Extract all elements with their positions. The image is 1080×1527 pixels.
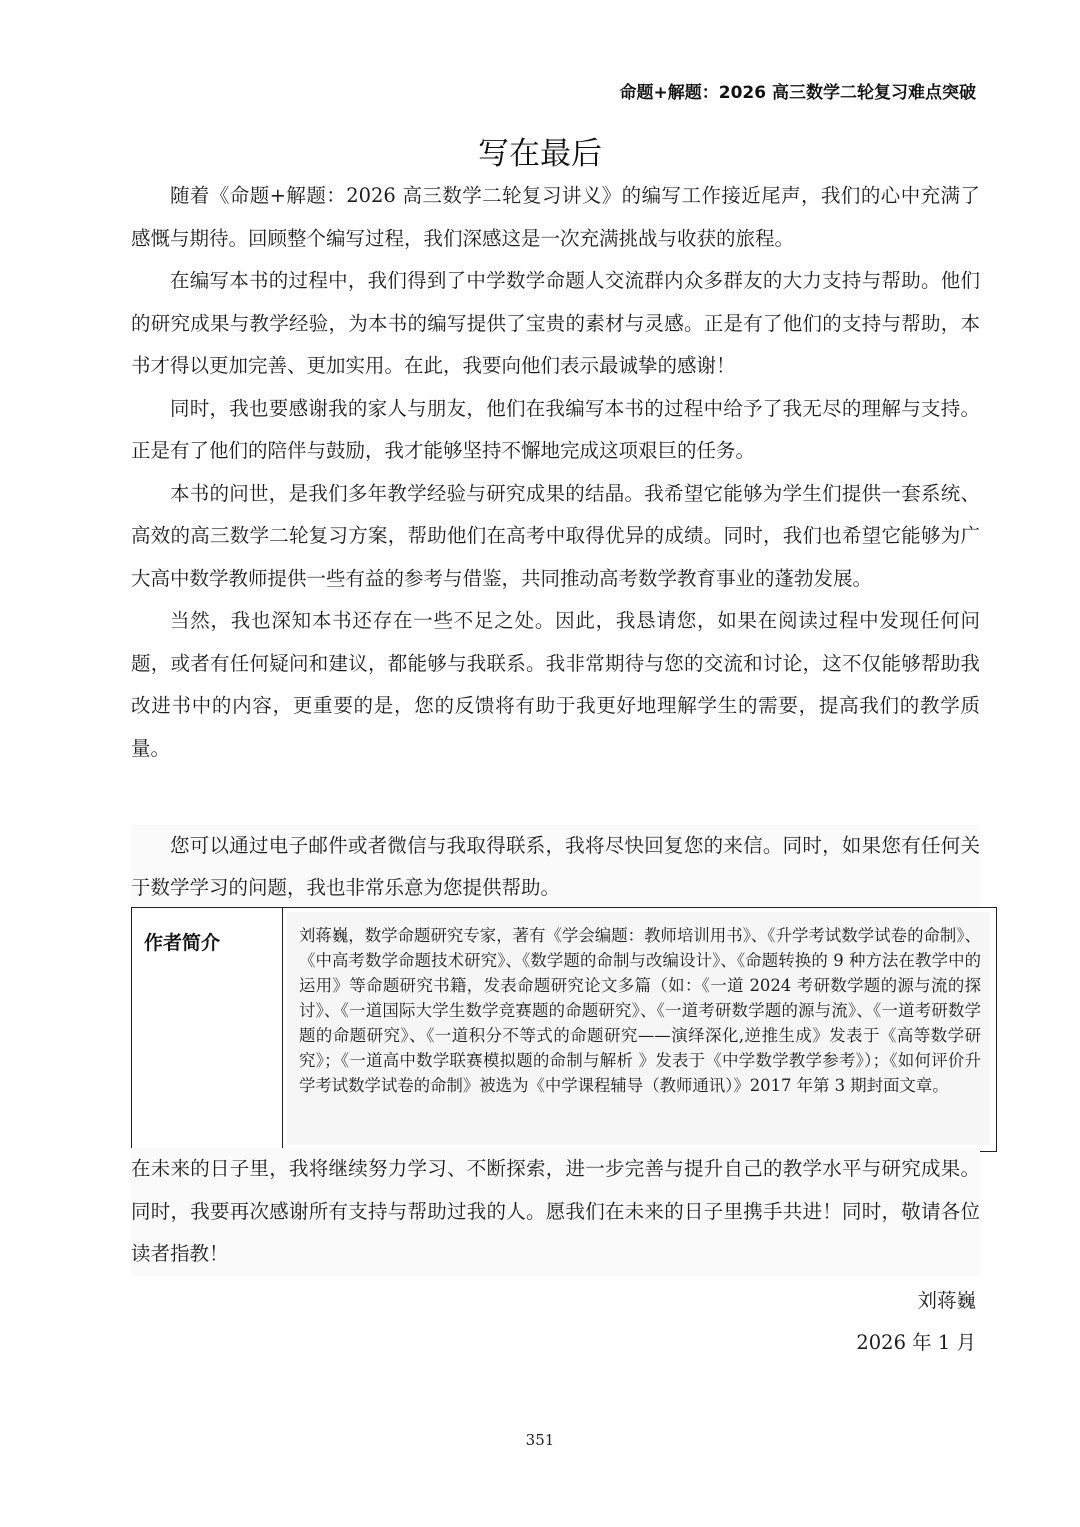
- signature-date: 2026 年 1 月: [856, 1331, 976, 1354]
- page-number: 351: [525, 1431, 555, 1449]
- paragraph-4: 本书的问世，是我们多年教学经验与研究成果的结晶。我希望它能够为学生们提供一套系统、高效的高三数学二轮复习方案，帮助他们在高考中取得优异的成绩。同时，我们也希望它能够为广大高中数学教师提供一些有益的参考与借鉴，共同推动高考数学教育事业的蓬勃发展。: [131, 481, 980, 590]
- author-intro-label: 作者简介: [132, 908, 283, 1151]
- closing-paragraph: 在未来的日子里，我将继续努力学习、不断探索，进一步完善与提升自己的教学水平与研究成果。同时，我要再次感谢所有支持与帮助过我的人。愿我们在未来的日子里携手共进！同时，敬请各位读者指教！: [131, 1157, 980, 1265]
- paragraph-5: 当然，我也深知本书还存在一些不足之处。因此，我恳请您，如果在阅读过程中发现任何问题，或者有任何疑问和建议，都能够与我联系。我非常期待与您的交流和讨论，这不仅能够帮助我改进书中的内容，更重要的是，您的反馈将有助于我更好地理解学生的需要，提高我们的教学质量。: [131, 609, 980, 760]
- contact-text: [131, 825, 980, 909]
- page-title: 写在最后: [478, 136, 602, 172]
- paragraph-3: 同时，我也要感谢我的家人与朋友，他们在我编写本书的过程中给予了我无尽的理解与支持。正是有了他们的陪伴与鼓励，我才能够坚持不懈地完成这项艰巨的任务。: [131, 396, 980, 462]
- contact-paragraph: 您可以通过电子邮件或者微信与我取得联系，我将尽快回复您的来信。同时，如果您有任何关于数学学习的问题，我也非常乐意为您提供帮助。: [131, 834, 980, 899]
- signature-name: 刘蒋巍: [917, 1289, 976, 1312]
- body-text: [131, 175, 980, 770]
- author-bio: 刘蒋巍，数学命题研究专家，著有《学会编题：教师培训用书》、《升学考试数学试卷的命制》、《中高考数学命题技术研究》、《数学题的命制与改编设计》、《命题转换的 9 种方法在教学中的运用》等命题研究书籍，发表命题研究论文多篇（如：《一道 2024 考研数学题的源与流的探讨》、《一道国际大学生数学竞赛题的命题研究》、《一道考研数学题的源与流》、《一道考研数学题的命题研究》、《一道积分不等式的命题研究——演绎深化,逆推生成》发表于《高等数学研究》；《一道高中数学联赛模拟题的命制与解析 》发表于《中学数学教学参考》）；《如何评价升学考试数学试卷的命制》被选为《中学课程辅导（教师通讯）》2017 年第 3 期封面文章。: [287, 912, 990, 1145]
- paragraph-2: 在编写本书的过程中，我们得到了中学数学命题人交流群内众多群友的大力支持与帮助。他们的研究成果与教学经验，为本书的编写提供了宝贵的素材与灵感。正是有了他们的支持与帮助，本书才得以更加完善、更加实用。在此，我要向他们表示最诚挚的感谢！: [131, 269, 980, 377]
- closing-text: [131, 1148, 980, 1276]
- running-header: 命题+解题：2026 高三数学二轮复习难点突破: [619, 83, 976, 103]
- author-intro-box: [131, 907, 997, 1152]
- paragraph-1: 随着《命题+解题：2026 高三数学二轮复习讲义》的编写工作接近尾声，我们的心中充满了感慨与期待。回顾整个编写过程，我们深感这是一次充满挑战与收获的旅程。: [131, 184, 980, 250]
